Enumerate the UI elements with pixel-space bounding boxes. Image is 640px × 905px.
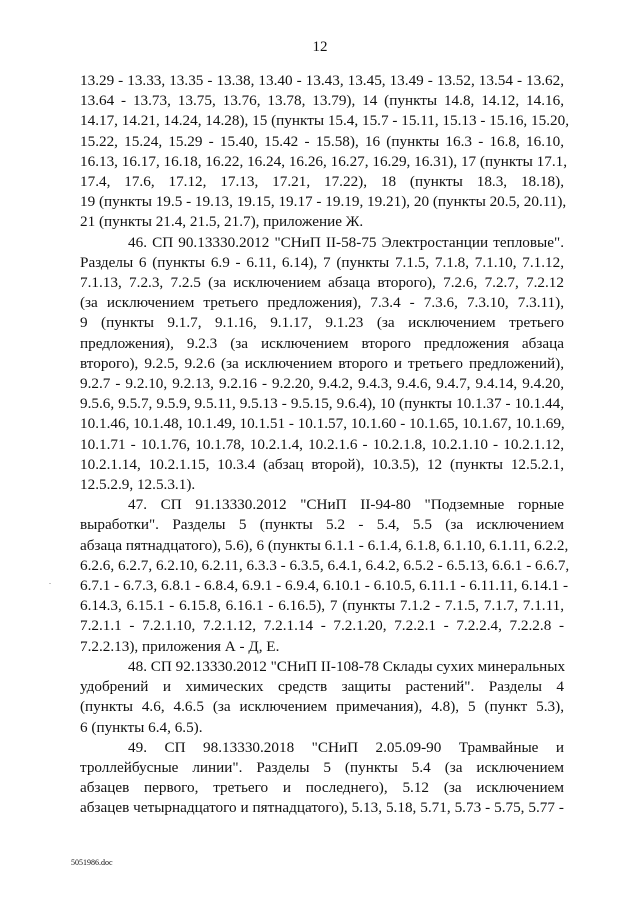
footer-filename: 5051986.doc — [71, 858, 113, 867]
text-line: 21 (пункты 21.4, 21.5, 21.7), приложение Ж. — [80, 213, 364, 231]
text-line: 7.2.1.1 - 7.2.1.10, 7.2.1.12, 7.2.1.14 - 7.2.1.20, 7.2.2.1 - 7.2.2.4, 7.2.2.8 - — [80, 617, 564, 635]
text-line: предложения), 9.2.3 (за исключением второго предложения абзаца — [80, 334, 564, 352]
text-line: абзаца пятнадцатого), 5.6), 6 (пункты 6.1.1 - 6.1.4, 6.1.8, 6.1.10, 6.1.11, 6.2.2, — [80, 536, 569, 554]
text-line: (пункты 4.6, 4.6.5 (за исключением примечания), 4.8), 5 (пункт 5.3), — [80, 698, 564, 716]
text-line: 9.5.6, 9.5.7, 9.5.9, 9.5.11, 9.5.13 - 9.5.15, 9.6.4), 10 (пункты 10.1.37 - 10.1.44, — [80, 395, 564, 413]
text-line: абзацев четырнадцатого и пятнадцатого), 5.13, 5.18, 5.71, 5.73 - 5.75, 5.77 - — [80, 799, 564, 817]
text-line: 6.2.6, 6.2.7, 6.2.10, 6.2.11, 6.3.3 - 6.3.5, 6.4.1, 6.4.2, 6.5.2 - 6.5.13, 6.6.1 - 6.6.7, — [80, 556, 570, 574]
text-line: троллейбусные линии". Разделы 5 (пункты 5.4 (за исключением — [80, 758, 564, 776]
text-line: 7.2.2.13), приложения А - Д, Е. — [80, 637, 280, 655]
text-line: 47. СП 91.13330.2012 "СНиП II-94-80 "Подземные горные — [128, 496, 564, 514]
text-line: удобрений и химических средств защиты растений". Разделы 4 — [80, 678, 564, 696]
text-line: 17.4, 17.6, 17.12, 17.13, 17.21, 17.22), 18 (пункты 18.3, 18.18), — [80, 173, 564, 191]
text-line: Разделы 6 (пункты 6.9 - 6.11, 6.14), 7 (пункты 7.1.5, 7.1.8, 7.1.10, 7.1.12, — [80, 253, 564, 271]
text-line: 13.64 - 13.73, 13.75, 13.76, 13.78, 13.79), 14 (пункты 14.8, 14.12, 14.16, — [80, 92, 564, 110]
text-line: 6.7.1 - 6.7.3, 6.8.1 - 6.8.4, 6.9.1 - 6.9.4, 6.10.1 - 6.10.5, 6.11.1 - 6.11.11, 6.14.1 - — [80, 577, 569, 595]
text-line: выработки". Разделы 5 (пункты 5.2 - 5.4, 5.5 (за исключением — [80, 516, 564, 534]
text-line: 6.14.3, 6.15.1 - 6.15.8, 6.16.1 - 6.16.5), 7 (пункты 7.1.2 - 7.1.5, 7.1.7, 7.1.11, — [80, 597, 564, 615]
text-line: 15.22, 15.24, 15.29 - 15.40, 15.42 - 15.58), 16 (пункты 16.3 - 16.8, 16.10, — [80, 132, 564, 150]
text-line: второго), 9.2.5, 9.2.6 (за исключением второго и третьего предложений), — [80, 354, 564, 372]
text-line: 16.13, 16.17, 16.18, 16.22, 16.24, 16.26, 16.27, 16.29, 16.31), 17 (пункты 17.1, — [80, 152, 568, 170]
text-line: 12.5.2.9, 12.5.3.1). — [80, 476, 196, 494]
page-number: 12 — [312, 39, 328, 55]
text-line: 10.2.1.14, 10.2.1.15, 10.3.4 (абзац второй), 10.3.5), 12 (пункты 12.5.2.1, — [80, 455, 564, 473]
text-line: 9 (пункты 9.1.7, 9.1.16, 9.1.17, 9.1.23 (за исключением третьего — [80, 314, 564, 332]
text-line: 49. СП 98.13330.2018 "СНиП 2.05.09-90 Трамвайные и — [128, 738, 564, 756]
text-line: 10.1.71 - 10.1.76, 10.1.78, 10.2.1.4, 10.2.1.6 - 10.2.1.8, 10.2.1.10 - 10.2.1.12, — [80, 435, 564, 453]
margin-mark: . — [49, 577, 51, 586]
text-line: 48. СП 92.13330.2012 "СНиП II-108-78 Склады сухих минеральных — [128, 657, 566, 675]
text-line: (за исключением третьего предложения), 7.3.4 - 7.3.6, 7.3.10, 7.3.11), — [80, 294, 564, 312]
text-line: 9.2.7 - 9.2.10, 9.2.13, 9.2.16 - 9.2.20, 9.4.2, 9.4.3, 9.4.6, 9.4.7, 9.4.14, 9.4.20, — [80, 375, 564, 393]
text-line: 14.17, 14.21, 14.24, 14.28), 15 (пункты 15.4, 15.7 - 15.11, 15.13 - 15.16, 15.20, — [80, 112, 569, 130]
text-line: 10.1.46, 10.1.48, 10.1.49, 10.1.51 - 10.1.57, 10.1.60 - 10.1.65, 10.1.67, 10.1.69, — [80, 415, 565, 433]
text-line: 6 (пункты 6.4, 6.5). — [80, 718, 203, 736]
text-line: 19 (пункты 19.5 - 19.13, 19.15, 19.17 - 19.19, 19.21), 20 (пункты 20.5, 20.11), — [80, 193, 567, 211]
document-body — [80, 71, 570, 819]
text-line: абзацев первого, третьего и последнего), 5.12 (за исключением — [80, 779, 564, 797]
text-line: 7.1.13, 7.2.3, 7.2.5 (за исключением абзаца второго), 7.2.6, 7.2.7, 7.2.12 — [80, 274, 564, 292]
text-line: 13.29 - 13.33, 13.35 - 13.38, 13.40 - 13.43, 13.45, 13.49 - 13.52, 13.54 - 13.62, — [80, 72, 564, 89]
text-line: 46. СП 90.13330.2012 "СНиП II-58-75 Электростанции тепловые". — [128, 233, 564, 251]
